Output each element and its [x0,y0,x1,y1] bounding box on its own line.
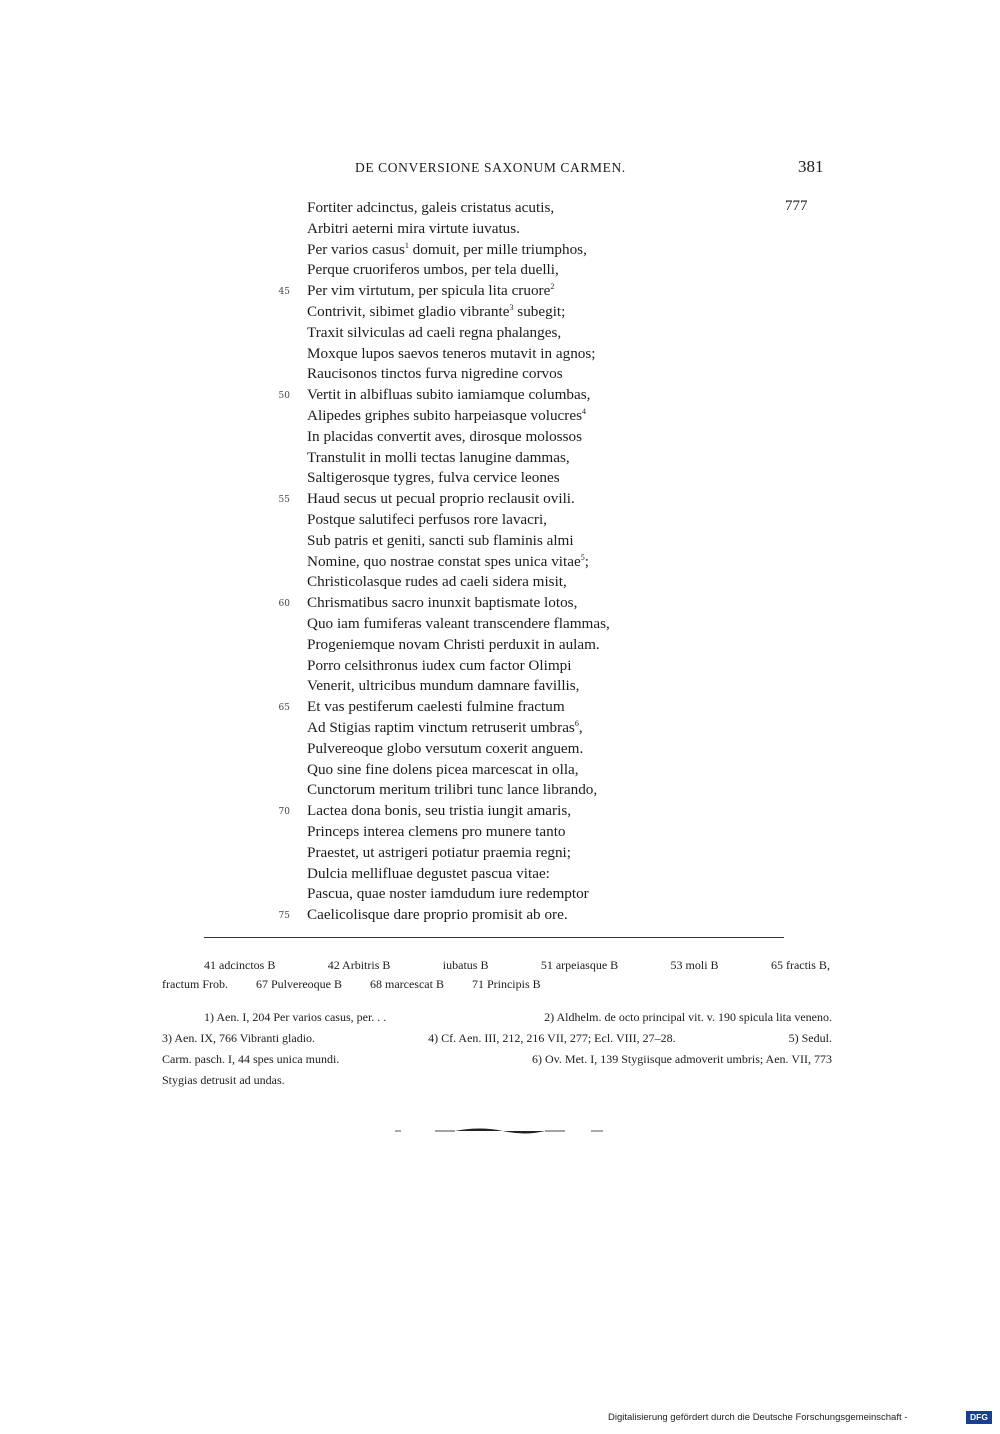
source-row [162,1070,832,1091]
footnote-rule [204,937,784,938]
verse-text [307,302,565,323]
verse-line [0,843,1000,864]
verse-text [307,697,565,718]
source-entry: 3) Aen. IX, 766 Vibranti gladio. [162,1031,316,1045]
verse-text [307,510,547,531]
footnote-marker: 4 [582,406,586,416]
line-number: 55 [278,495,290,506]
apparatus-entry: 51 arpeiasque B [540,958,619,972]
verse-main: Perque cruoriferos umbos, per tela duelli, [307,261,559,279]
verse-text [307,864,550,885]
digitization-credit: Digitalisierung gefördert durch die Deutsche Forschungsgemeinschaft - [608,1412,908,1423]
verse-main: Moxque lupos saevos teneros mutavit in agnos; [307,344,596,362]
line-number: 65 [278,703,290,714]
apparatus-entry: 67 Pulvereoque B [255,977,342,991]
source-footnotes [162,1007,832,1091]
source-row [162,1049,832,1070]
verse-text [307,219,520,240]
verse-rest: subegit; [513,302,566,320]
verse-line [0,760,1000,781]
source-row [162,1007,832,1028]
verse-line [0,531,1000,552]
verse-main: Haud secus ut pecual proprio reclausit ovili. [307,490,575,508]
verse-main: Quo iam fumiferas valeant transcendere flammas, [307,614,610,632]
verse-line [0,406,1000,427]
verse-main: Pulvereoque globo versutum coxerit anguem. [307,739,584,757]
verse-text [307,635,600,656]
footnote-marker: 1 [404,240,409,250]
verse-main: Sub patris et geniti, sancti sub flaminis almi [307,531,574,549]
verse-line [0,198,1000,219]
page-number: 381 [798,157,824,176]
verse-text [307,760,579,781]
apparatus-row [162,956,842,975]
source-entry: 2) Aldhelm. de octo principal vit. v. 190 spicula lita veneno. [544,1010,832,1024]
apparatus-row [162,975,842,994]
verse-main: Porro celsithronus iudex cum factor Olimpi [307,656,572,674]
verse-text [307,780,597,801]
verse-main: Quo sine fine dolens picea marcescat in olla, [307,760,579,778]
verse-line [0,864,1000,885]
verse-main: Lactea dona bonis, seu tristia iungit amaris, [307,802,572,820]
poem-text [0,198,1000,926]
verse-main: Postque salutifeci perfusos rore lavacri, [307,510,547,528]
line-number: 60 [278,599,290,610]
margin-reference: 777 [785,198,808,214]
verse-line [0,364,1000,385]
verse-line [0,552,1000,573]
verse-text [307,843,571,864]
verse-text [307,718,583,739]
line-number: 70 [278,807,290,818]
verse-text [307,489,575,510]
verse-line [0,489,1000,510]
verse-text [307,905,568,926]
line-number: 50 [278,391,290,402]
verse-text [307,531,574,552]
verse-main: Per varios casus [307,240,405,258]
verse-main: Progeniemque novam Christi perduxit in aulam. [307,635,600,653]
verse-line [0,884,1000,905]
verse-text [307,468,560,489]
verse-line [0,676,1000,697]
verse-line [0,614,1000,635]
verse-line [0,780,1000,801]
verse-line [0,344,1000,365]
verse-line [0,635,1000,656]
verse-line [0,656,1000,677]
verse-rest: domuit, per mille triumphos, [408,240,587,258]
verse-main: Chrismatibus sacro inunxit baptismate lotos, [307,594,578,612]
source-entry: 6) Ov. Met. I, 139 Stygiisque admoverit umbris; Aen. VII, 773 [532,1052,832,1066]
verse-main: Princeps interea clemens pro munere tanto [307,822,566,840]
line-number: 75 [278,911,290,922]
verse-text [307,739,583,760]
verse-line [0,281,1000,302]
verse-line [0,697,1000,718]
verse-main: Arbitri aeterni mira virtute iuvatus. [307,219,520,237]
verse-line [0,510,1000,531]
source-row [162,1028,832,1049]
verse-main: Christicolasque rudes ad caeli sidera misit, [307,573,567,591]
verse-main: Pascua, quae noster iamdudum iure redemptor [307,885,589,903]
verse-line [0,448,1000,469]
verse-main: Et vas pestiferum caelesti fulmine fractum [307,698,565,716]
verse-text [307,385,590,406]
verse-main: Saltigerosque tygres, fulva cervice leones [307,469,560,487]
line-number: 45 [278,287,290,298]
verse-text [307,198,554,219]
running-title: DE CONVERSIONE SAXONUM CARMEN. [355,160,626,175]
verse-line [0,822,1000,843]
verse-main: Venerit, ultricibus mundum damnare favillis, [307,677,580,695]
verse-main: Caelicolisque dare proprio promisit ab ore. [307,906,568,924]
verse-text [307,676,579,697]
verse-rest: ; [584,552,589,570]
footnote-marker: 6 [574,718,579,728]
source-entry: Stygias detrusit ad undas. [162,1073,285,1087]
verse-line [0,240,1000,261]
footnote-marker: 3 [509,302,514,312]
verse-line [0,260,1000,281]
verse-main: Nomine, quo nostrae constat spes unica vitae [307,552,581,570]
verse-main: Cunctorum meritum trilibri tunc lance librando, [307,781,598,799]
verse-text [307,364,563,385]
verse-line [0,801,1000,822]
verse-line [0,468,1000,489]
verse-text [307,801,571,822]
verse-main: Praestet, ut astrigeri potiatur praemia regni; [307,843,572,861]
footnote-marker: 2 [550,282,555,292]
verse-main: Transtulit in molli tectas lanugine dammas, [307,448,570,466]
footnote-marker: 5 [580,552,585,562]
verse-line [0,905,1000,926]
verse-text [307,884,589,905]
dfg-logo: DFG [966,1411,992,1424]
verse-text [307,323,561,344]
apparatus-entry: 42 Arbitris B [327,958,391,972]
source-entry: 5) Sedul. [788,1031,832,1045]
verse-main: Ad Stigias raptim vinctum retruserit umbras [307,718,575,736]
verse-line [0,593,1000,614]
verse-text [307,822,566,843]
apparatus-entry: 68 marcescat B [369,977,444,991]
verse-text [307,614,610,635]
apparatus-entry: 65 fractis B, [770,958,830,972]
verse-line [0,302,1000,323]
apparatus-entry: iubatus B [442,958,489,972]
verse-text [307,448,570,469]
verse-line [0,739,1000,760]
verse-text [307,406,586,427]
verse-main: Vertit in albifluas subito iamiamque columbas, [307,386,591,404]
critical-apparatus [162,956,842,994]
verse-main: Per vim virtutum, per spicula lita cruore [307,282,551,300]
verse-main: Raucisonos tinctos furva nigredine corvos [307,365,563,383]
verse-text [307,572,567,593]
verse-text [307,552,589,573]
verse-rest: , [578,718,583,736]
verse-main: Dulcia mellifluae degustet pascua vitae: [307,864,550,882]
verse-line [0,385,1000,406]
apparatus-entry: fractum Frob. [162,977,228,991]
source-entry: Carm. pasch. I, 44 spes unica mundi. [162,1052,340,1066]
verse-main: Fortiter adcinctus, galeis cristatus acutis, [307,199,555,216]
page-header [0,157,1000,182]
source-entry: 1) Aen. I, 204 Per varios casus, per. . . [204,1010,387,1024]
verse-line [0,718,1000,739]
verse-text [307,240,587,261]
apparatus-entry: 71 Principis B [471,977,541,991]
verse-line [0,219,1000,240]
verse-line [0,323,1000,344]
apparatus-entry: 41 adcinctos B [204,958,276,972]
source-entry: 4) Cf. Aen. III, 212, 216 VII, 277; Ecl. VIII, 27–28. [428,1031,676,1045]
verse-main: Traxit silviculas ad caeli regna phalanges, [307,323,562,341]
verse-main: In placidas convertit aves, dirosque molossos [307,427,583,445]
verse-main: Contrivit, sibimet gladio vibrante [307,302,510,320]
verse-line [0,572,1000,593]
verse-text [307,344,596,365]
verse-text [307,427,582,448]
verse-text [307,593,577,614]
ornament-divider [395,1124,605,1138]
apparatus-entry: 53 moli B [670,958,719,972]
verse-main: Alipedes griphes subito harpeiasque volucres [307,406,582,424]
verse-text [307,281,554,302]
verse-text [307,260,559,281]
verse-text [307,656,571,677]
verse-line [0,427,1000,448]
